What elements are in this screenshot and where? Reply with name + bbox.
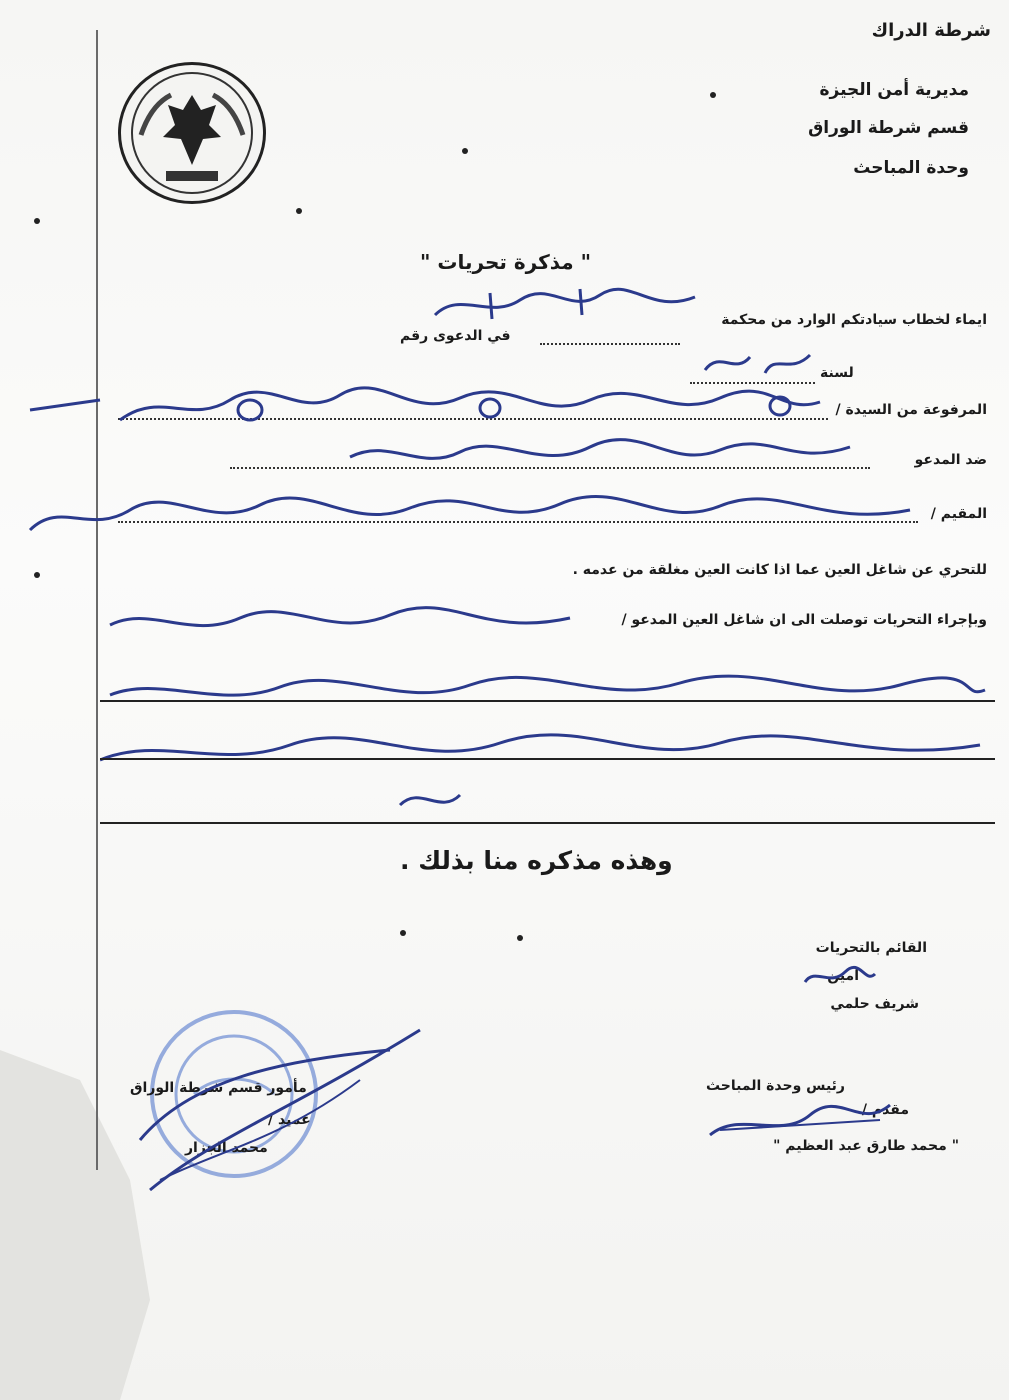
investigator-title: القائم بالتحريات — [815, 940, 927, 956]
case-number-dots — [540, 343, 680, 345]
scan-speck — [34, 572, 40, 578]
chief-signature — [130, 1020, 430, 1210]
left-margin-line — [96, 30, 98, 1170]
scan-speck — [710, 92, 716, 98]
line-defendant-label: ضد المدعو — [914, 452, 987, 468]
handwriting-year — [700, 345, 820, 385]
findings-rule-3 — [100, 822, 995, 824]
line-residence-label: المقيم / — [930, 506, 987, 522]
chief-name: محمد الجزار — [185, 1140, 268, 1156]
handwriting-court-name — [430, 285, 700, 330]
scan-speck — [517, 935, 523, 941]
handwriting-defendant-name — [340, 432, 860, 482]
header-directorate: مديرية أمن الجيزة — [819, 80, 969, 100]
closing-statement: وهذه مذكره منا بذلك . — [400, 846, 673, 875]
ministry-seal-emblem — [118, 62, 266, 204]
chief-rank: عميد / — [268, 1112, 311, 1128]
findings-rule-2 — [100, 758, 995, 760]
line-occupant-label: وبإجراء التحريات توصلت الى ان شاغل العين المدعو / — [621, 612, 987, 628]
handwriting-plaintiff-name — [20, 380, 830, 440]
scan-speck — [34, 218, 40, 224]
document-title: " مذكرة تحريات " — [420, 250, 592, 274]
handwriting-address — [20, 480, 920, 550]
unit-head-title: رئيس وحدة المباحث — [705, 1078, 845, 1094]
line-inquiry-purpose: للتحري عن شاغل العين عما اذا كانت العين مغلقة من عدمه . — [572, 562, 987, 578]
line-year-label: لسنة — [820, 365, 854, 381]
line-court-reference: ايماء لخطاب سيادتكم الوارد من محكمة — [721, 312, 987, 328]
investigator-name: شريف حلمي — [830, 996, 919, 1012]
line-case-number: في الدعوى رقم — [400, 328, 511, 344]
chief-title: مأمور قسم شرطة الوراق — [130, 1080, 307, 1096]
scan-speck — [296, 208, 302, 214]
handwriting-findings — [100, 665, 990, 835]
header-unit: وحدة المباحث — [853, 158, 969, 178]
line-plaintiff-label: المرفوعة من السيدة / — [835, 402, 987, 418]
investigator-signature — [800, 962, 880, 992]
investigator-rank: امين — [827, 968, 859, 984]
unit-head-name: " محمد طارق عبد العظيم " — [773, 1138, 959, 1154]
handwriting-occupant-name — [100, 600, 580, 650]
scan-speck — [462, 148, 468, 154]
findings-rule-1 — [100, 700, 995, 702]
scan-speck — [400, 930, 406, 936]
header-fragment: شرطة الدراك — [871, 20, 991, 41]
unit-head-rank: مقدم / — [861, 1102, 909, 1118]
header-section: قسم شرطة الوراق — [808, 118, 969, 138]
